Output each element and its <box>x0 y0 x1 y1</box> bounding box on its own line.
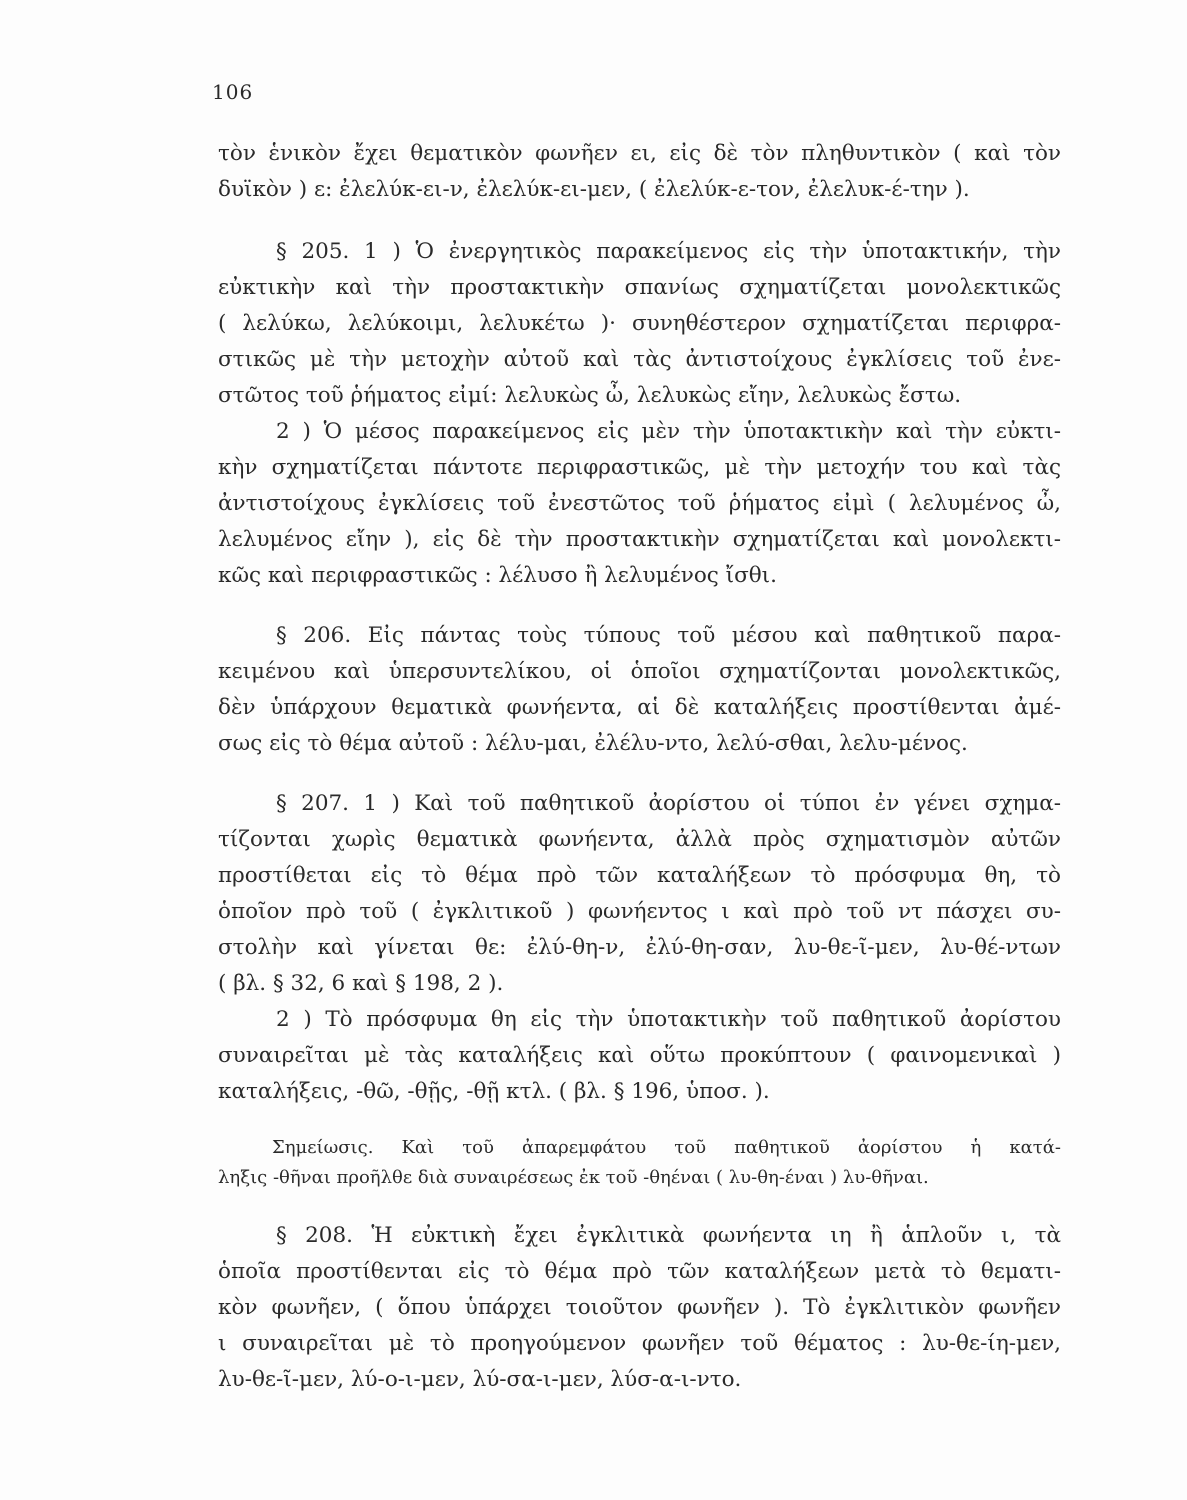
section-206-line: § 206. Εἰς πάντας τοὺς τύπους τοῦ μέσου καὶ παθητικοῦ παρα- <box>276 623 1061 648</box>
text-line: κειμένου καὶ ὑπερσυντελίκου, οἱ ὁποῖοι σχηματίζονται μονολεκτικῶς, <box>218 659 1061 684</box>
text-line: ι συναιρεῖται μὲ τὸ προηγούμενον φωνῆεν τοῦ θέματος : λυ-θε-ίη-μεν, <box>218 1331 1061 1356</box>
text-line: στῶτος τοῦ ῥήματος εἰμί: λελυκὼς ὦ, λελυκὼς εἴην, λελυκὼς ἔστω. <box>218 383 962 408</box>
section-205-line: § 205. 1 ) Ὁ ἐνεργητικὸς παρακείμενος εἰς τὴν ὑποτακτικήν, τὴν <box>276 239 1061 264</box>
text-line: δυϊκὸν ) ε: ἐλελύκ-ει-ν, ἐλελύκ-ει-μεν, ( ἐλελύκ-ε-τον, ἐλελυκ-έ-την ). <box>218 177 970 202</box>
page-number: 106 <box>212 80 254 104</box>
text-line: ἀντιστοίχους ἐγκλίσεις τοῦ ἐνεστῶτος τοῦ ῥήματος εἰμὶ ( λελυμένος ὦ, <box>218 491 1061 516</box>
text-line: ὁποῖον πρὸ τοῦ ( ἐγκλιτικοῦ ) φωνήεντος ι καὶ πρὸ τοῦ ντ πάσχει συ- <box>218 899 1061 924</box>
text-line: ( λελύκω, λελύκοιμι, λελυκέτω )· συνηθέστερον σχηματίζεται περιφρα- <box>218 311 1061 336</box>
text-line: στολὴν καὶ γίνεται θε: ἐλύ-θη-ν, ἐλύ-θη-σαν, λυ-θε-ῖ-μεν, λυ-θέ-ντων <box>218 935 1061 960</box>
text-line: κὴν σχηματίζεται πάντοτε περιφραστικῶς, μὲ τὴν μετοχήν του καὶ τὰς <box>218 455 1061 480</box>
note-line: Σημείωσις. Καὶ τοῦ ἀπαρεμφάτου τοῦ παθητικοῦ ἀορίστου ἡ κατά- <box>272 1137 1061 1158</box>
section-208-line: § 208. Ἡ εὐκτικὴ ἔχει ἐγκλιτικὰ φωνήεντα ιη ἢ ἁπλοῦν ι, τὰ <box>276 1223 1061 1248</box>
text-line: κῶς καὶ περιφραστικῶς : λέλυσο ἢ λελυμένος ἴσθι. <box>218 563 777 588</box>
text-line: λελυμένος εἴην ), εἰς δὲ τὴν προστακτικὴν σχηματίζεται καὶ μονολεκτι- <box>218 527 1061 552</box>
text-line: τὸν ἑνικὸν ἔχει θεματικὸν φωνῆεν ει, εἰς δὲ τὸν πληθυντικὸν ( καὶ τὸν <box>218 141 1061 166</box>
text-line: ὁποῖα προστίθενται εἰς τὸ θέμα πρὸ τῶν καταλήξεων μετὰ τὸ θεματι- <box>218 1259 1061 1284</box>
text-line: καταλήξεις, -θῶ, -θῇς, -θῇ κτλ. ( βλ. § 196, ὑποσ. ). <box>218 1079 770 1104</box>
text-line: κὸν φωνῆεν, ( ὅπου ὑπάρχει τοιοῦτον φωνῆεν ). Τὸ ἐγκλιτικὸν φωνῆεν <box>218 1295 1061 1320</box>
text-line: συναιρεῖται μὲ τὰς καταλήξεις καὶ οὕτω προκύπτουν ( φαινομενικαὶ ) <box>218 1043 1061 1068</box>
text-line: εὐκτικὴν καὶ τὴν προστακτικὴν σπανίως σχηματίζεται μονολεκτικῶς <box>218 275 1061 300</box>
text-line: στικῶς μὲ τὴν μετοχὴν αὐτοῦ καὶ τὰς ἀντιστοίχους ἐγκλίσεις τοῦ ἐνε- <box>218 347 1061 372</box>
text-line: 2 ) Τὸ πρόσφυμα θη εἰς τὴν ὑποτακτικὴν τοῦ παθητικοῦ ἀορίστου <box>276 1007 1061 1032</box>
text-line: λυ-θε-ῖ-μεν, λύ-ο-ι-μεν, λύ-σα-ι-μεν, λύσ-α-ι-ντο. <box>218 1367 742 1392</box>
text-line: τίζονται χωρὶς θεματικὰ φωνήεντα, ἀλλὰ πρὸς σχηματισμὸν αὐτῶν <box>218 827 1061 852</box>
text-line: προστίθεται εἰς τὸ θέμα πρὸ τῶν καταλήξεων τὸ πρόσφυμα θη, τὸ <box>218 863 1061 888</box>
text-line: ( βλ. § 32, 6 καὶ § 198, 2 ). <box>218 971 504 996</box>
text-line: 2 ) Ὁ μέσος παρακείμενος εἰς μὲν τὴν ὑποτακτικὴν καὶ τὴν εὐκτι- <box>276 419 1061 444</box>
note-line: ληξις -θῆναι προῆλθε διὰ συναιρέσεως ἐκ τοῦ -θηέναι ( λυ-θη-έναι ) λυ-θῆναι. <box>218 1167 929 1188</box>
text-line: δὲν ὑπάρχουν θεματικὰ φωνήεντα, αἱ δὲ καταλήξεις προστίθενται ἀμέ- <box>218 695 1061 720</box>
section-207-line: § 207. 1 ) Καὶ τοῦ παθητικοῦ ἀορίστου οἱ τύποι ἐν γένει σχημα- <box>276 791 1061 816</box>
text-line: σως εἰς τὸ θέμα αὐτοῦ : λέλυ-μαι, ἐλέλυ-ντο, λελύ-σθαι, λελυ-μένος. <box>218 731 968 756</box>
